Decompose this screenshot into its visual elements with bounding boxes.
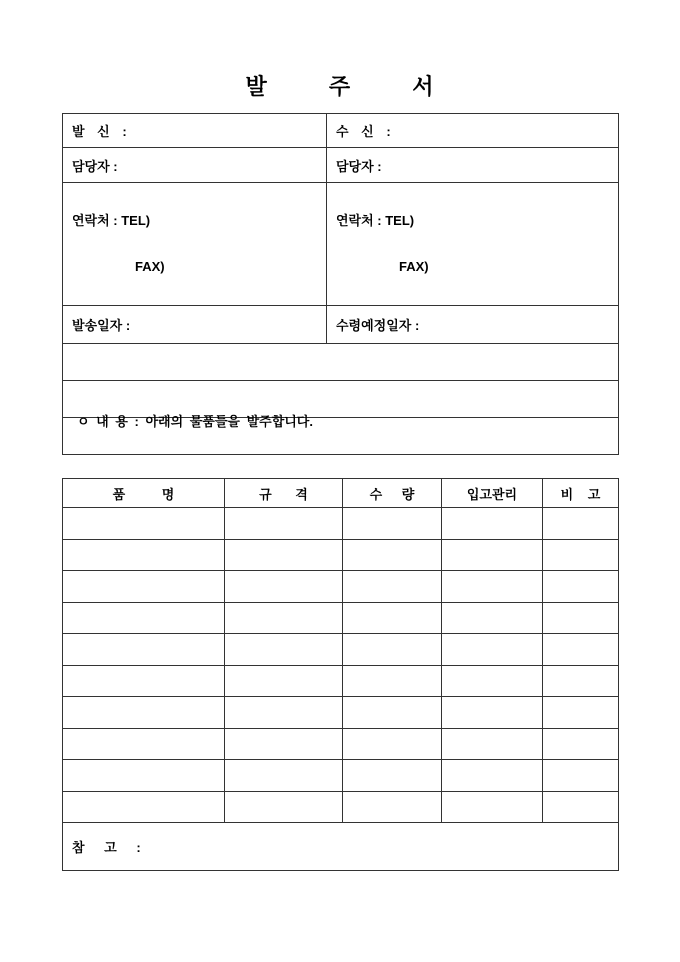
item-row (63, 728, 619, 760)
item-cell[interactable] (343, 697, 442, 729)
contact-row (63, 183, 619, 306)
item-cell[interactable] (225, 760, 343, 792)
item-cell[interactable] (343, 728, 442, 760)
receive-date-cell[interactable]: 수령예정일자 : (327, 306, 619, 344)
item-cell[interactable] (343, 508, 442, 540)
item-cell[interactable] (225, 728, 343, 760)
item-cell[interactable] (225, 539, 343, 571)
item-cell[interactable] (543, 665, 619, 697)
item-cell[interactable] (63, 791, 225, 823)
item-cell[interactable] (442, 697, 543, 729)
item-row (63, 697, 619, 729)
item-cell[interactable] (225, 602, 343, 634)
item-cell[interactable] (63, 760, 225, 792)
header-item-name: 품 명 (63, 479, 225, 508)
header-remarks: 비 고 (543, 479, 619, 508)
item-cell[interactable] (225, 665, 343, 697)
item-cell[interactable] (442, 602, 543, 634)
content-note: ㅇ 내 용 : 아래의 물품들을 발주합니다. (77, 414, 313, 429)
reference-row (63, 823, 619, 871)
item-row (63, 665, 619, 697)
header-quantity: 수 량 (343, 479, 442, 508)
item-cell[interactable] (442, 665, 543, 697)
item-cell[interactable] (543, 728, 619, 760)
item-cell[interactable] (225, 791, 343, 823)
item-row (63, 760, 619, 792)
items-table (62, 478, 619, 871)
item-cell[interactable] (543, 508, 619, 540)
sender-cell[interactable]: 발 신 : (63, 114, 327, 148)
item-cell[interactable] (543, 539, 619, 571)
item-cell[interactable] (543, 571, 619, 603)
item-cell[interactable] (343, 602, 442, 634)
receiver-tel-line: 연락처 : TEL) (336, 213, 415, 228)
item-cell[interactable] (343, 791, 442, 823)
item-cell[interactable] (63, 697, 225, 729)
sender-contact-cell[interactable] (63, 183, 327, 306)
item-cell[interactable] (543, 634, 619, 666)
item-cell[interactable] (343, 665, 442, 697)
item-cell[interactable] (543, 760, 619, 792)
item-cell[interactable] (225, 508, 343, 540)
item-cell[interactable] (442, 791, 543, 823)
item-cell[interactable] (63, 508, 225, 540)
items-header-row (63, 479, 619, 508)
item-row (63, 571, 619, 603)
header-spec: 규 격 (225, 479, 343, 508)
item-cell[interactable] (63, 665, 225, 697)
manager-row (63, 148, 619, 183)
item-cell[interactable] (343, 760, 442, 792)
info-empty-cell[interactable] (63, 344, 619, 381)
reference-cell[interactable]: 참 고 : (63, 823, 619, 871)
receiver-fax-line: FAX) (399, 259, 429, 274)
page-title: 발 주 서 (245, 74, 435, 99)
info-extra-rows (63, 344, 619, 455)
item-cell[interactable] (543, 791, 619, 823)
sender-manager-cell[interactable]: 담당자 : (63, 148, 327, 183)
item-row (63, 602, 619, 634)
receiver-cell[interactable]: 수 신 : (327, 114, 619, 148)
item-cell[interactable] (543, 602, 619, 634)
items-body (63, 508, 619, 823)
info-empty-row (63, 344, 619, 381)
item-row (63, 791, 619, 823)
item-cell[interactable] (442, 508, 543, 540)
receiver-contact-cell[interactable] (327, 183, 619, 306)
item-row (63, 539, 619, 571)
sender-receiver-row (63, 114, 619, 148)
item-cell[interactable] (442, 760, 543, 792)
item-cell[interactable] (225, 634, 343, 666)
item-cell[interactable] (343, 539, 442, 571)
sender-fax-line: FAX) (135, 259, 165, 274)
item-cell[interactable] (63, 539, 225, 571)
receiver-manager-cell[interactable]: 담당자 : (327, 148, 619, 183)
item-cell[interactable] (63, 602, 225, 634)
item-cell[interactable] (225, 571, 343, 603)
item-cell[interactable] (63, 571, 225, 603)
send-date-cell[interactable]: 발송일자 : (63, 306, 327, 344)
item-cell[interactable] (442, 571, 543, 603)
item-cell[interactable] (63, 634, 225, 666)
item-cell[interactable] (543, 697, 619, 729)
item-row (63, 634, 619, 666)
item-cell[interactable] (63, 728, 225, 760)
sender-tel-line: 연락처 : TEL) (72, 213, 151, 228)
item-cell[interactable] (343, 571, 442, 603)
item-cell[interactable] (442, 539, 543, 571)
item-cell[interactable] (225, 697, 343, 729)
dates-row (63, 306, 619, 344)
item-row (63, 508, 619, 540)
order-info-table (62, 113, 619, 455)
header-stock-control: 입고관리 (442, 479, 543, 508)
item-cell[interactable] (442, 728, 543, 760)
item-cell[interactable] (442, 634, 543, 666)
item-cell[interactable] (343, 634, 442, 666)
